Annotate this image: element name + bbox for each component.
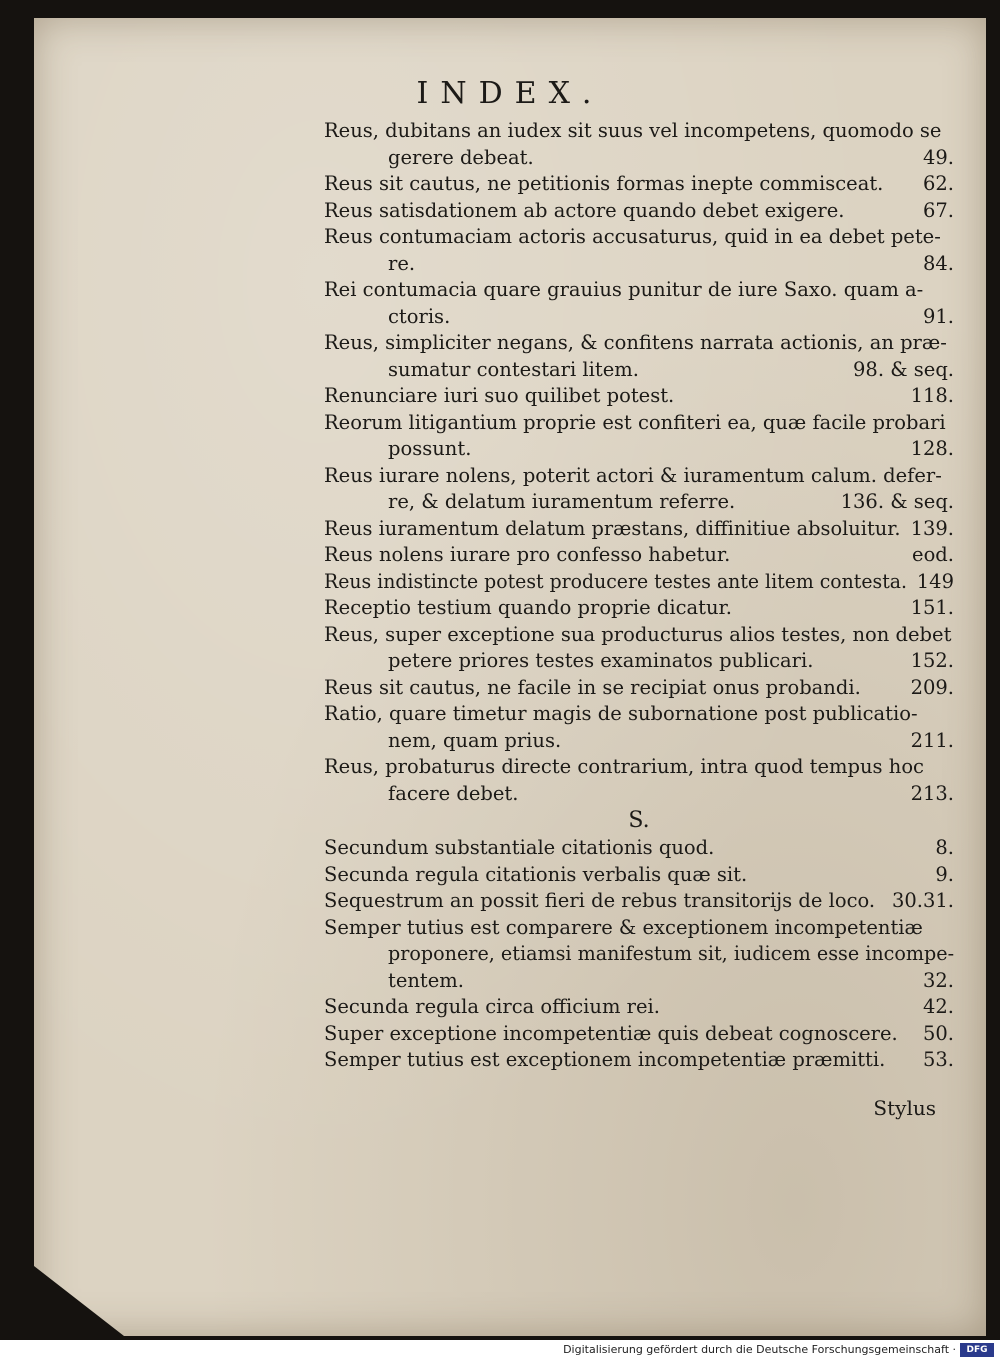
entry-line	[324, 171, 954, 198]
entry-text: Reus iuramentum delatum præstans, diffinitiue absoluitur.	[324, 516, 901, 540]
entry-line	[324, 410, 954, 437]
entry-text: Reus contumaciam actoris accusaturus, quid in ea debet pete-	[324, 225, 941, 248]
entry-text: Semper tutius est comparere & exceptionem incompetentiæ	[324, 915, 923, 939]
entry-text: Reus nolens iurare pro confesso habetur.	[324, 543, 731, 566]
entry-text: Reus indistincte potest producere testes ante litem contesta.	[324, 569, 908, 593]
index-entry	[324, 915, 954, 995]
entry-text: Super exceptione incompetentiæ quis debeat cognoscere.	[324, 1021, 898, 1045]
entry-line	[324, 675, 954, 702]
entry-line	[324, 595, 954, 622]
entry-continuation-line	[324, 648, 954, 675]
section-letter: S.	[628, 808, 650, 833]
entry-continuation-line	[324, 941, 954, 968]
page-reference: 118.	[910, 384, 954, 407]
page-header: INDEX.	[416, 76, 604, 111]
entry-text: gerere debeat.	[388, 145, 534, 169]
index-entry	[324, 569, 954, 596]
index-entry	[324, 862, 954, 889]
entry-line	[324, 330, 954, 357]
entry-line	[324, 862, 954, 889]
entry-continuation-line	[324, 489, 954, 516]
footer-credit: Digitalisierung gefördert durch die Deutsche Forschungsgemeinschaft ·	[563, 1343, 956, 1356]
entry-continuation-line	[324, 436, 954, 463]
index-entry	[324, 277, 954, 330]
entry-continuation-line	[324, 145, 954, 172]
index-entries	[324, 118, 954, 1074]
entry-line	[324, 224, 954, 251]
page-reference: 152.	[910, 649, 954, 672]
page-reference: eod.	[912, 543, 954, 566]
entry-text: Reus, probaturus directe contrarium, intra quod tempus hoc	[324, 755, 924, 778]
page-reference: 209.	[910, 675, 954, 699]
entry-line	[324, 915, 954, 942]
entry-text: Receptio testium quando proprie dicatur.	[324, 596, 732, 619]
entry-text: re.	[388, 251, 416, 275]
entry-text: possunt.	[388, 437, 472, 460]
index-entry	[324, 516, 954, 543]
page-reference: 62.	[922, 172, 954, 195]
book-page	[34, 18, 986, 1336]
index-entry	[324, 410, 954, 463]
page-reference: 128.	[910, 437, 954, 460]
page-reference: 53.	[922, 1048, 954, 1071]
index-entry	[324, 463, 954, 516]
index-entry	[324, 994, 954, 1021]
index-entry	[324, 330, 954, 383]
entry-text: Rei contumacia quare grauius punitur de iure Saxo. quam a-	[324, 278, 924, 301]
page-reference: 42.	[922, 995, 954, 1018]
page-reference: 91.	[922, 304, 954, 328]
entry-text: Sequestrum an possit fieri de rebus transitorijs de loco.	[324, 889, 876, 912]
entry-continuation-line	[324, 781, 954, 808]
page-reference: 50.	[922, 1021, 954, 1045]
entry-text: facere debet.	[388, 781, 519, 805]
page-reference: 49.	[922, 145, 954, 169]
entry-line	[324, 754, 954, 781]
index-entry	[324, 224, 954, 277]
page-reference: 67.	[922, 198, 954, 222]
catchword: Stylus	[873, 1096, 936, 1120]
page-reference: 149	[916, 569, 954, 593]
entry-line	[324, 835, 954, 862]
entry-text: Reus sit cautus, ne petitionis formas inepte commisceat.	[324, 172, 884, 195]
entry-line	[324, 463, 954, 490]
dfg-logo: DFG	[960, 1343, 994, 1357]
index-entry	[324, 1047, 954, 1074]
index-entry	[324, 701, 954, 754]
entry-text: Semper tutius est exceptionem incompetentiæ præmitti.	[324, 1048, 886, 1071]
page-reference: 151.	[910, 596, 954, 619]
index-entry	[324, 171, 954, 198]
index-entry	[324, 198, 954, 225]
index-entry	[324, 754, 954, 807]
entry-text: Reus, super exceptione sua producturus alios testes, non debet	[324, 622, 952, 646]
entry-text: re, & delatum iuramentum referre.	[388, 490, 736, 513]
entry-line	[324, 383, 954, 410]
footer-bar	[0, 1340, 1000, 1361]
entry-continuation-line	[324, 304, 954, 331]
entry-line	[324, 1021, 954, 1048]
entry-line	[324, 569, 954, 596]
entry-text: proponere, etiamsi manifestum sit, iudicem esse incompe-	[388, 942, 955, 965]
page-reference: 213.	[910, 781, 954, 805]
entry-text: Secundum substantiale citationis quod.	[324, 836, 715, 859]
entry-text: Secunda regula circa officium rei.	[324, 995, 660, 1018]
page-reference: 84.	[922, 251, 954, 275]
entry-text: petere priores testes examinatos publicari.	[388, 649, 814, 672]
entry-line	[324, 1047, 954, 1074]
index-entry	[324, 542, 954, 569]
entry-text: Reus satisdationem ab actore quando debet exigere.	[324, 198, 845, 222]
page-reference: 139.	[910, 516, 954, 540]
index-entry	[324, 888, 954, 915]
entry-line	[324, 118, 954, 145]
entry-text: sumatur contestari litem.	[388, 357, 639, 381]
entry-continuation-line	[324, 251, 954, 278]
page-reference: 136. & seq.	[840, 490, 954, 513]
entry-text: nem, quam prius.	[388, 728, 562, 752]
index-entry	[324, 835, 954, 862]
entry-text: Renunciare iuri suo quilibet potest.	[324, 384, 675, 407]
index-entry	[324, 1021, 954, 1048]
page-reference: 9.	[935, 862, 954, 886]
entry-text: ctoris.	[388, 304, 451, 328]
page-reference: 30.31.	[891, 889, 954, 912]
entry-continuation-line	[324, 968, 954, 995]
entry-line	[324, 701, 954, 728]
entry-text: tentem.	[388, 968, 465, 992]
page-reference: 211.	[910, 728, 954, 752]
index-entry	[324, 118, 954, 171]
entry-text: Reus, simpliciter negans, & confitens narrata actionis, an præ-	[324, 331, 947, 354]
page-reference: 8.	[935, 836, 954, 859]
entry-text: Secunda regula citationis verbalis quæ sit.	[324, 862, 748, 886]
entry-text: Reus sit cautus, ne facile in se recipiat onus probandi.	[324, 675, 861, 699]
page-reference: 98. & seq.	[853, 357, 954, 381]
entry-text: Reus, dubitans an iudex sit suus vel incompetens, quomodo se	[324, 119, 942, 142]
entry-line	[324, 277, 954, 304]
entry-line	[324, 994, 954, 1021]
index-entry	[324, 595, 954, 622]
entry-line	[324, 622, 954, 649]
index-entry	[324, 622, 954, 675]
entry-text: Ratio, quare timetur magis de subornatione post publicatio-	[324, 702, 918, 725]
entry-text: Reorum litigantium proprie est confiteri ea, quæ facile probari	[324, 410, 946, 434]
entry-line	[324, 198, 954, 225]
index-entry	[324, 383, 954, 410]
entry-continuation-line	[324, 728, 954, 755]
entry-line	[324, 516, 954, 543]
entry-text: Reus iurare nolens, poterit actori & iuramentum calum. defer-	[324, 463, 942, 487]
entry-line	[324, 542, 954, 569]
index-entry	[324, 675, 954, 702]
page-reference: 32.	[922, 968, 954, 992]
entry-continuation-line	[324, 357, 954, 384]
entry-line	[324, 888, 954, 915]
